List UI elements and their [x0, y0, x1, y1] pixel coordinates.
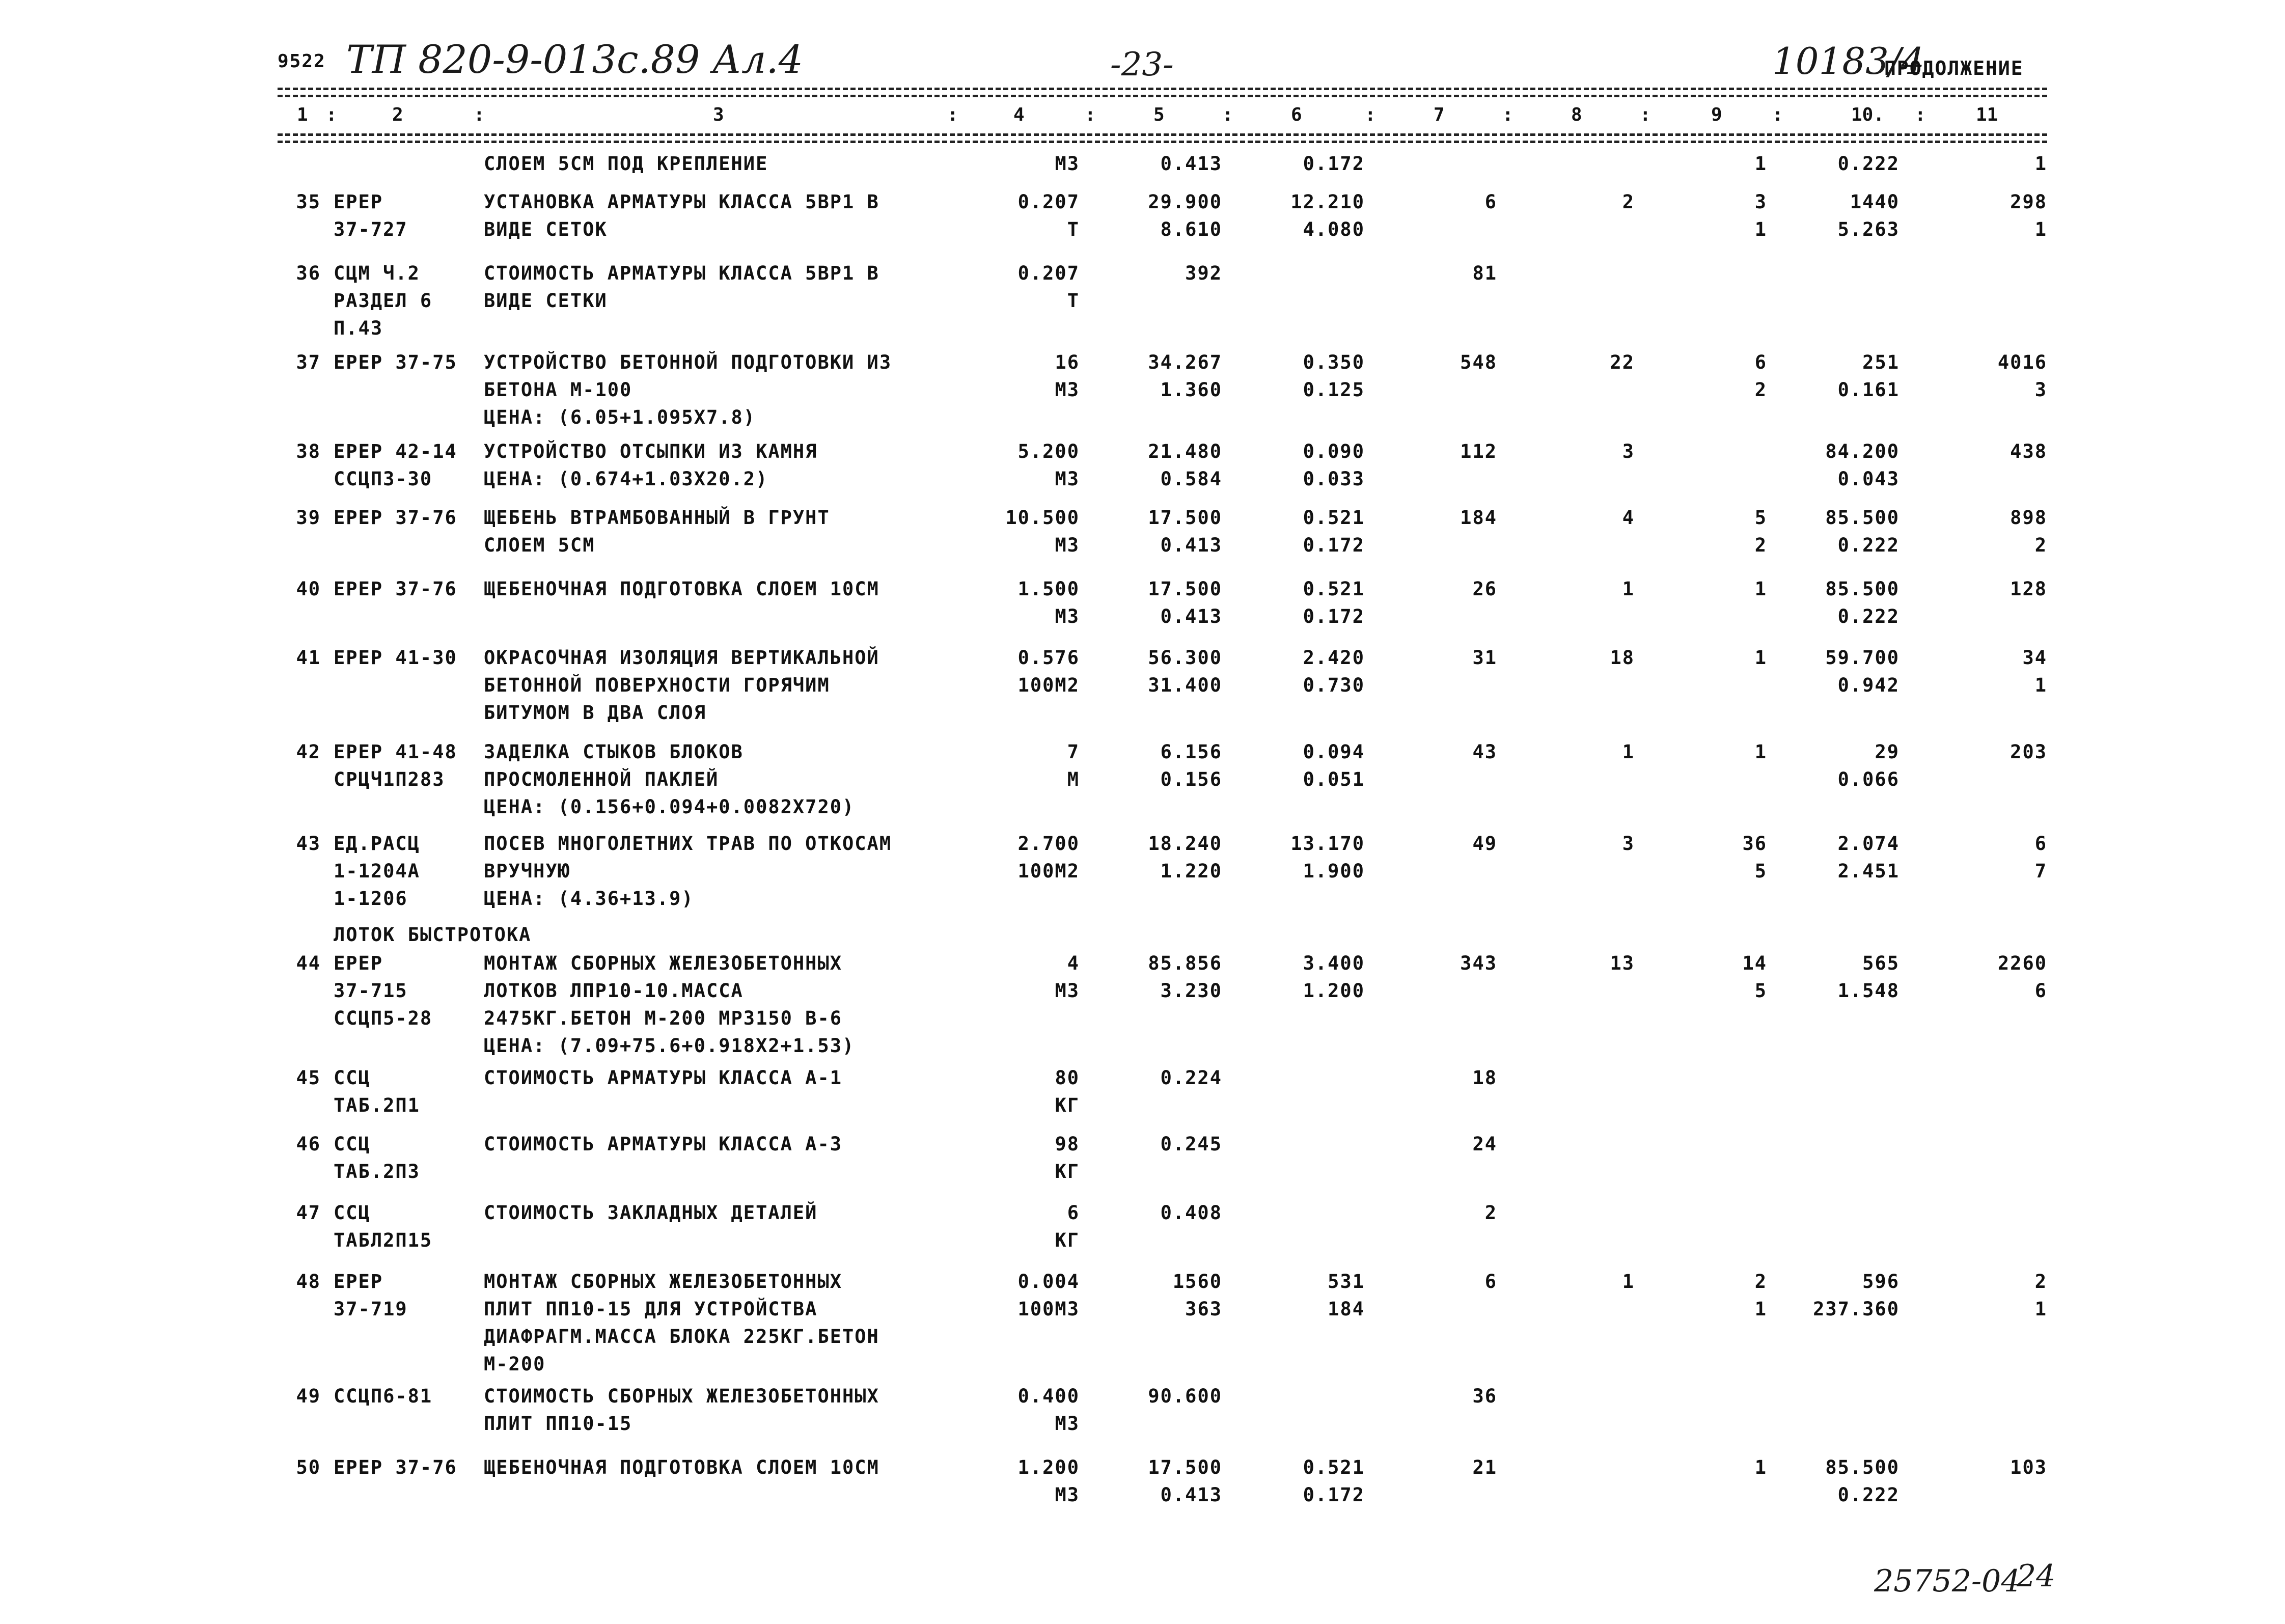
cell-c8: 1: [1622, 1271, 1635, 1292]
cell-c4: 0.207: [1017, 262, 1080, 284]
cell-desc: ВРУЧНУЮ: [484, 860, 570, 882]
header-rule-top-2: [278, 95, 2047, 97]
cell-c4: 1.500: [1017, 578, 1080, 600]
cell-desc: ЦЕНА: (4.36+13.9): [484, 888, 694, 910]
cell-code: П.43: [334, 317, 383, 339]
cell-desc: МОНТАЖ СБОРНЫХ ЖЕЛЕЗОБЕТОННЫХ: [484, 1271, 843, 1292]
cell-c6: 1.200: [1303, 980, 1365, 1002]
cell-c8: 22: [1610, 351, 1635, 373]
cell-c4: 0.004: [1017, 1271, 1080, 1292]
cell-code: ЕРЕР: [334, 952, 383, 974]
cell-code: ЕРЕР 41-48: [334, 741, 457, 763]
column-header-3: 3: [713, 104, 724, 125]
cell-code: ССЦ: [334, 1202, 371, 1224]
cell-c11: 2: [2034, 534, 2047, 556]
cell-c11: 4016: [1997, 351, 2047, 373]
cell-c10: 0.222: [1837, 1484, 1899, 1506]
row-number: 46: [296, 1133, 321, 1155]
cell-code: СРЦЧ1П283: [334, 768, 445, 790]
continuation-label: ПРОДОЛЖЕНИЕ: [1884, 57, 2024, 79]
cell-c5: 1560: [1172, 1271, 1222, 1292]
cell-code: ТАБ.2П3: [334, 1161, 420, 1182]
cell-c4: 0.207: [1017, 191, 1080, 213]
cell-code: ССЦП3-30: [334, 468, 433, 490]
cell-c5: 0.584: [1160, 468, 1222, 490]
cell-c11: 6: [2034, 833, 2047, 855]
row-number: 49: [296, 1385, 321, 1407]
column-separator: :: [474, 104, 485, 125]
cell-c5: 0.413: [1160, 153, 1222, 175]
cell-desc: М-200: [484, 1353, 546, 1375]
cell-desc: ЩЕБЕНОЧНАЯ ПОДГОТОВКА СЛОЕМ 10СМ: [484, 578, 879, 600]
cell-code: ССЦ: [334, 1067, 371, 1089]
cell-c10: 2.074: [1837, 833, 1899, 855]
cell-c8: 13: [1610, 952, 1635, 974]
cell-c11: 898: [2010, 507, 2047, 529]
cell-c5: 18.240: [1148, 833, 1222, 855]
cell-code: ССЦП6-81: [334, 1385, 433, 1407]
row-number: 48: [296, 1271, 321, 1292]
cell-c6: 1.900: [1303, 860, 1365, 882]
cell-c11: 203: [2010, 741, 2047, 763]
cell-c10: 565: [1862, 952, 1899, 974]
cell-code: 1-1206: [334, 888, 408, 910]
column-header-7: 7: [1434, 104, 1445, 125]
cell-c7: 6: [1484, 1271, 1497, 1292]
cell-code: 37-715: [334, 980, 408, 1002]
cell-c4: 4: [1067, 952, 1080, 974]
cell-c4: Т: [1067, 218, 1080, 240]
cell-c4: КГ: [1055, 1094, 1080, 1116]
column-separator: :: [1640, 104, 1651, 125]
cell-c6: 0.521: [1303, 507, 1365, 529]
column-separator: :: [1772, 104, 1783, 125]
cell-c5: 363: [1185, 1298, 1222, 1320]
cell-c10: 85.500: [1825, 578, 1899, 600]
column-separator: :: [1502, 104, 1513, 125]
cell-code: РАЗДЕЛ 6: [334, 290, 433, 312]
doc-title: ТП 820-9-013с.89 Ал.4: [346, 37, 804, 82]
cell-c9: 5: [1754, 860, 1767, 882]
cell-desc: ОКРАСОЧНАЯ ИЗОЛЯЦИЯ ВЕРТИКАЛЬНОЙ: [484, 647, 879, 669]
cell-c9: 1: [1754, 218, 1767, 240]
row-number: 35: [296, 191, 321, 213]
cell-c4: 100М2: [1017, 860, 1080, 882]
cell-c6: 0.090: [1303, 441, 1365, 462]
cell-c5: 0.408: [1160, 1202, 1222, 1224]
cell-c5: 56.300: [1148, 647, 1222, 669]
cell-c11: 2: [2034, 1271, 2047, 1292]
cell-c7: 18: [1472, 1067, 1497, 1089]
footer-stamp: 25752-04: [1874, 1563, 2021, 1599]
cell-c7: 81: [1472, 262, 1497, 284]
cell-c6: 531: [1328, 1271, 1365, 1292]
column-separator: :: [1085, 104, 1096, 125]
cell-c10: 85.500: [1825, 507, 1899, 529]
cell-c4: М3: [1055, 605, 1080, 627]
cell-c11: 1: [2034, 1298, 2047, 1320]
cell-c6: 0.350: [1303, 351, 1365, 373]
column-separator: :: [1915, 104, 1926, 125]
cell-c8: 3: [1622, 833, 1635, 855]
cell-desc: БЕТОНА М-100: [484, 379, 632, 401]
cell-desc: ЗАДЕЛКА СТЫКОВ БЛОКОВ: [484, 741, 744, 763]
cell-c7: 6: [1484, 191, 1497, 213]
cell-code: ЕРЕР 37-76: [334, 1456, 457, 1478]
column-header-5: 5: [1153, 104, 1165, 125]
cell-c10: 0.066: [1837, 768, 1899, 790]
cell-desc: ЦЕНА: (7.09+75.6+0.918Х2+1.53): [484, 1035, 855, 1057]
cell-c9: 1: [1754, 1456, 1767, 1478]
cell-c9: 14: [1742, 952, 1767, 974]
column-header-10: 10.: [1851, 104, 1885, 125]
cell-c10: 596: [1862, 1271, 1899, 1292]
cell-desc: СТОИМОСТЬ АРМАТУРЫ КЛАССА А-1: [484, 1067, 843, 1089]
cell-code: ЕРЕР: [334, 1271, 383, 1292]
cell-code: ЕРЕР: [334, 191, 383, 213]
column-header-2: 2: [392, 104, 403, 125]
cell-c10: 2.451: [1837, 860, 1899, 882]
cell-c11: 6: [2034, 980, 2047, 1002]
cell-c5: 1.360: [1160, 379, 1222, 401]
cell-c5: 0.413: [1160, 1484, 1222, 1506]
cell-desc: ЩЕБЕНЬ ВТРАМБОВАННЫЙ В ГРУНТ: [484, 507, 830, 529]
cell-c9: 3: [1754, 191, 1767, 213]
cell-c10: 29: [1875, 741, 1899, 763]
cell-c6: 0.172: [1303, 153, 1365, 175]
cell-c8: 1: [1622, 741, 1635, 763]
cell-c4: 2.700: [1017, 833, 1080, 855]
doc-ref: 10183/4: [1772, 40, 1925, 82]
cell-c11: 34: [2022, 647, 2047, 669]
cell-code: ТАБ.2П1: [334, 1094, 420, 1116]
cell-c5: 0.413: [1160, 605, 1222, 627]
cell-desc: МОНТАЖ СБОРНЫХ ЖЕЛЕЗОБЕТОННЫХ: [484, 952, 843, 974]
row-number: 39: [296, 507, 321, 529]
cell-c10: 1440: [1850, 191, 1899, 213]
cell-c5: 3.230: [1160, 980, 1222, 1002]
cell-code: 37-727: [334, 218, 408, 240]
cell-c11: 1: [2034, 674, 2047, 696]
row-number: 47: [296, 1202, 321, 1224]
section-heading: ЛОТОК БЫСТРОТОКА: [334, 924, 532, 946]
header-rule-bottom: [278, 133, 2047, 136]
cell-c5: 85.856: [1148, 952, 1222, 974]
cell-c6: 0.051: [1303, 768, 1365, 790]
cell-c9: 36: [1742, 833, 1767, 855]
cell-c7: 2: [1484, 1202, 1497, 1224]
cell-c11: 103: [2010, 1456, 2047, 1478]
row-number: 45: [296, 1067, 321, 1089]
cell-c4: КГ: [1055, 1229, 1080, 1251]
cell-c9: 1: [1754, 1298, 1767, 1320]
cell-c4: 0.400: [1017, 1385, 1080, 1407]
cell-c10: 237.360: [1813, 1298, 1899, 1320]
cell-c5: 29.900: [1148, 191, 1222, 213]
cell-c10: 84.200: [1825, 441, 1899, 462]
cell-c9: 1: [1754, 153, 1767, 175]
cell-desc: ЛОТКОВ ЛПР10-10.МАССА: [484, 980, 744, 1002]
row-number: 42: [296, 741, 321, 763]
cell-c8: 2: [1622, 191, 1635, 213]
cell-c10: 0.043: [1837, 468, 1899, 490]
cell-c6: 0.033: [1303, 468, 1365, 490]
cell-c6: 0.094: [1303, 741, 1365, 763]
cell-c7: 112: [1460, 441, 1497, 462]
cell-desc: БИТУМОМ В ДВА СЛОЯ: [484, 702, 706, 724]
cell-c4: 100М2: [1017, 674, 1080, 696]
cell-code: 1-1204А: [334, 860, 420, 882]
cell-c10: 0.942: [1837, 674, 1899, 696]
cell-c5: 90.600: [1148, 1385, 1222, 1407]
cell-c11: 1: [2034, 218, 2047, 240]
cell-c5: 17.500: [1148, 578, 1222, 600]
cell-desc: УСТРОЙСТВО ОТСЫПКИ ИЗ КАМНЯ: [484, 441, 818, 462]
cell-desc: ЦЕНА: (0.156+0.094+0.0082Х720): [484, 796, 855, 818]
cell-c7: 49: [1472, 833, 1497, 855]
cell-c10: 1.548: [1837, 980, 1899, 1002]
cell-c4: М: [1067, 768, 1080, 790]
cell-c4: М3: [1055, 534, 1080, 556]
column-separator: :: [947, 104, 958, 125]
cell-desc: ЩЕБЕНОЧНАЯ ПОДГОТОВКА СЛОЕМ 10СМ: [484, 1456, 879, 1478]
cell-c7: 21: [1472, 1456, 1497, 1478]
cell-c9: 1: [1754, 578, 1767, 600]
cell-c9: 1: [1754, 741, 1767, 763]
cell-desc: СТОИМОСТЬ СБОРНЫХ ЖЕЛЕЗОБЕТОННЫХ: [484, 1385, 879, 1407]
cell-c11: 438: [2010, 441, 2047, 462]
cell-c5: 0.413: [1160, 534, 1222, 556]
cell-c6: 0.172: [1303, 1484, 1365, 1506]
cell-c5: 17.500: [1148, 507, 1222, 529]
cell-c7: 31: [1472, 647, 1497, 669]
cell-c9: 2: [1754, 379, 1767, 401]
cell-desc: УСТРОЙСТВО БЕТОННОЙ ПОДГОТОВКИ ИЗ: [484, 351, 892, 373]
cell-c5: 0.156: [1160, 768, 1222, 790]
column-header-6: 6: [1291, 104, 1302, 125]
cell-c5: 17.500: [1148, 1456, 1222, 1478]
cell-c4: 1.200: [1017, 1456, 1080, 1478]
cell-c7: 548: [1460, 351, 1497, 373]
cell-code: ЕРЕР 42-14: [334, 441, 457, 462]
cell-c10: 0.222: [1837, 153, 1899, 175]
column-header-1: 1: [297, 104, 308, 125]
cell-c5: 1.220: [1160, 860, 1222, 882]
row-number: 38: [296, 441, 321, 462]
cell-c10: 0.222: [1837, 605, 1899, 627]
cell-c4: КГ: [1055, 1161, 1080, 1182]
cell-c7: 184: [1460, 507, 1497, 529]
cell-c6: 12.210: [1290, 191, 1365, 213]
cell-c4: 16: [1055, 351, 1080, 373]
doc-code: 9522: [278, 51, 326, 72]
column-header-9: 9: [1711, 104, 1722, 125]
cell-desc: ВИДЕ СЕТКИ: [484, 290, 608, 312]
cell-c4: М3: [1055, 1413, 1080, 1435]
cell-desc: ЦЕНА: (0.674+1.03Х20.2): [484, 468, 768, 490]
cell-c9: 1: [1754, 647, 1767, 669]
cell-c9: 5: [1754, 980, 1767, 1002]
cell-c5: 0.224: [1160, 1067, 1222, 1089]
cell-c10: 0.222: [1837, 534, 1899, 556]
row-number: 41: [296, 647, 321, 669]
cell-desc: 2475КГ.БЕТОН М-200 МРЗ150 В-6: [484, 1007, 843, 1029]
cell-c5: 21.480: [1148, 441, 1222, 462]
page-number: -23-: [1110, 46, 1174, 84]
cell-c9: 6: [1754, 351, 1767, 373]
cell-c7: 36: [1472, 1385, 1497, 1407]
cell-desc: ПЛИТ ПП10-15 ДЛЯ УСТРОЙСТВА: [484, 1298, 818, 1320]
column-separator: :: [1222, 104, 1233, 125]
cell-c7: 343: [1460, 952, 1497, 974]
row-number: 50: [296, 1456, 321, 1478]
header-rule-bottom-2: [278, 141, 2047, 143]
cell-c5: 6.156: [1160, 741, 1222, 763]
cell-c8: 4: [1622, 507, 1635, 529]
cell-c5: 34.267: [1148, 351, 1222, 373]
cell-c4: М3: [1055, 379, 1080, 401]
cell-c4: 0.576: [1017, 647, 1080, 669]
row-number: 36: [296, 262, 321, 284]
cell-c9: 5: [1754, 507, 1767, 529]
cell-code: СЦМ Ч.2: [334, 262, 420, 284]
cell-desc: СТОИМОСТЬ АРМАТУРЫ КЛАССА А-3: [484, 1133, 843, 1155]
cell-c6: 0.172: [1303, 534, 1365, 556]
cell-c4: 100М3: [1017, 1298, 1080, 1320]
cell-c11: 3: [2034, 379, 2047, 401]
cell-desc: ДИАФРАГМ.МАССА БЛОКА 225КГ.БЕТОН: [484, 1326, 879, 1347]
cell-c6: 13.170: [1290, 833, 1365, 855]
cell-c5: 0.245: [1160, 1133, 1222, 1155]
header-rule-top: [278, 88, 2047, 90]
cell-desc: ПЛИТ ПП10-15: [484, 1413, 632, 1435]
cell-c4: М3: [1055, 153, 1080, 175]
cell-code: ЕД.РАСЦ: [334, 833, 420, 855]
cell-c4: Т: [1067, 290, 1080, 312]
row-number: 43: [296, 833, 321, 855]
cell-desc: СТОИМОСТЬ ЗАКЛАДНЫХ ДЕТАЛЕЙ: [484, 1202, 818, 1224]
cell-desc: УСТАНОВКА АРМАТУРЫ КЛАССА 5ВР1 В: [484, 191, 879, 213]
cell-c4: 98: [1055, 1133, 1080, 1155]
cell-c7: 43: [1472, 741, 1497, 763]
column-header-4: 4: [1013, 104, 1025, 125]
cell-desc: ЦЕНА: (6.05+1.095Х7.8): [484, 406, 756, 428]
column-header-11: 11: [1976, 104, 1998, 125]
cell-c10: 5.263: [1837, 218, 1899, 240]
row-number: 44: [296, 952, 321, 974]
cell-c4: М3: [1055, 468, 1080, 490]
cell-code: ЕРЕР 37-76: [334, 507, 457, 529]
cell-desc: ВИДЕ СЕТОК: [484, 218, 608, 240]
cell-c4: 5.200: [1017, 441, 1080, 462]
cell-code: ЕРЕР 41-30: [334, 647, 457, 669]
cell-c5: 8.610: [1160, 218, 1222, 240]
cell-c8: 18: [1610, 647, 1635, 669]
cell-c4: 10.500: [1005, 507, 1080, 529]
cell-desc: СЛОЕМ 5СМ: [484, 534, 595, 556]
cell-code: ССЦ: [334, 1133, 371, 1155]
cell-c11: 7: [2034, 860, 2047, 882]
cell-code: ЕРЕР 37-76: [334, 578, 457, 600]
cell-c9: 2: [1754, 534, 1767, 556]
cell-c6: 0.172: [1303, 605, 1365, 627]
cell-c4: 6: [1067, 1202, 1080, 1224]
cell-c11: 128: [2010, 578, 2047, 600]
cell-code: ССЦП5-28: [334, 1007, 433, 1029]
cell-c11: 298: [2010, 191, 2047, 213]
cell-c11: 1: [2034, 153, 2047, 175]
cell-c11: 2260: [1997, 952, 2047, 974]
cell-desc: ПОСЕВ МНОГОЛЕТНИХ ТРАВ ПО ОТКОСАМ: [484, 833, 892, 855]
cell-c10: 0.161: [1837, 379, 1899, 401]
cell-desc: СЛОЕМ 5СМ ПОД КРЕПЛЕНИЕ: [484, 153, 768, 175]
cell-code: ТАБЛ2П15: [334, 1229, 433, 1251]
cell-c9: 2: [1754, 1271, 1767, 1292]
cell-c6: 0.521: [1303, 1456, 1365, 1478]
cell-desc: ПРОСМОЛЕННОЙ ПАКЛЕЙ: [484, 768, 719, 790]
cell-c6: 0.521: [1303, 578, 1365, 600]
cell-c4: 80: [1055, 1067, 1080, 1089]
cell-c6: 0.125: [1303, 379, 1365, 401]
cell-c7: 24: [1472, 1133, 1497, 1155]
cell-c6: 0.730: [1303, 674, 1365, 696]
column-header-8: 8: [1571, 104, 1582, 125]
cell-code: 37-719: [334, 1298, 408, 1320]
cell-c7: 26: [1472, 578, 1497, 600]
cell-c8: 1: [1622, 578, 1635, 600]
cell-c6: 184: [1328, 1298, 1365, 1320]
cell-c10: 85.500: [1825, 1456, 1899, 1478]
cell-c4: 7: [1067, 741, 1080, 763]
row-number: 40: [296, 578, 321, 600]
cell-c5: 392: [1185, 262, 1222, 284]
cell-c4: М3: [1055, 980, 1080, 1002]
cell-c6: 3.400: [1303, 952, 1365, 974]
cell-c4: М3: [1055, 1484, 1080, 1506]
cell-c5: 31.400: [1148, 674, 1222, 696]
cell-c10: 59.700: [1825, 647, 1899, 669]
cell-c10: 251: [1862, 351, 1899, 373]
cell-desc: БЕТОННОЙ ПОВЕРХНОСТИ ГОРЯЧИМ: [484, 674, 830, 696]
cell-desc: СТОИМОСТЬ АРМАТУРЫ КЛАССА 5ВР1 В: [484, 262, 879, 284]
cell-c6: 4.080: [1303, 218, 1365, 240]
cell-c8: 3: [1622, 441, 1635, 462]
cell-code: ЕРЕР 37-75: [334, 351, 457, 373]
cell-c6: 2.420: [1303, 647, 1365, 669]
row-number: 37: [296, 351, 321, 373]
footer-sheet-number: 24: [2017, 1558, 2056, 1594]
column-separator: :: [326, 104, 337, 125]
column-separator: :: [1365, 104, 1376, 125]
